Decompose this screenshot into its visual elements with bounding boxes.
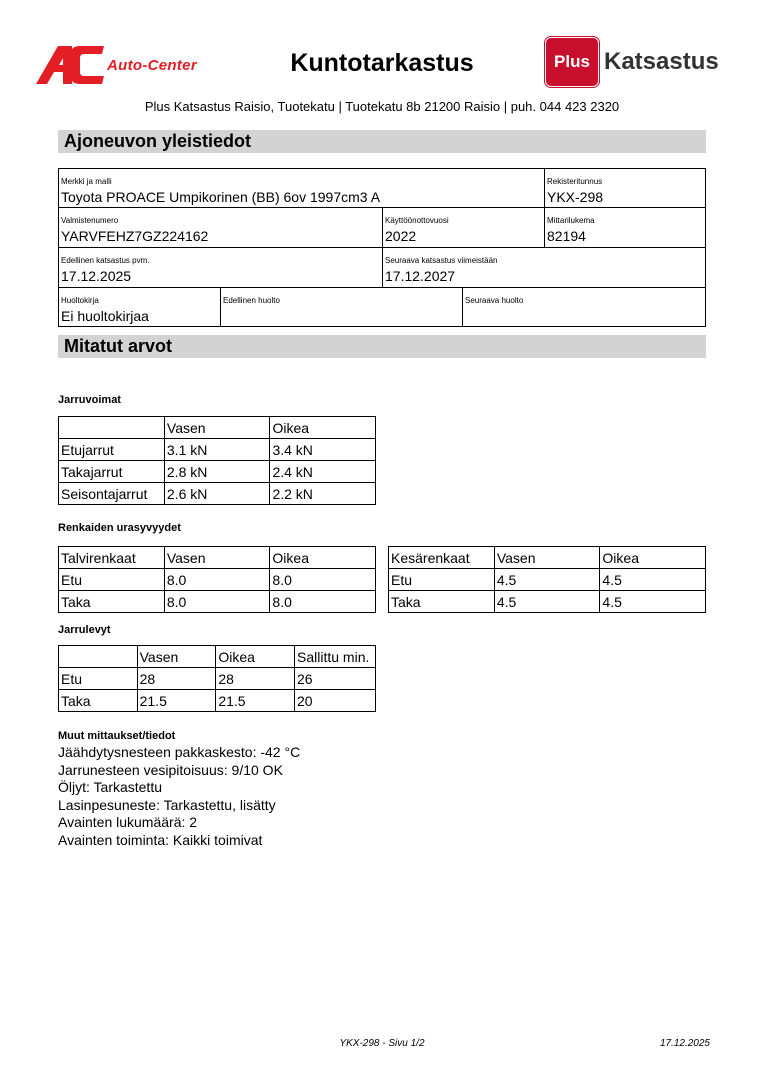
other-info-line: Jäähdytysnesteen pakkaskesto: -42 °C xyxy=(58,744,301,760)
table-row xyxy=(59,461,376,483)
odometer-cell xyxy=(544,207,706,248)
table-cell: Sallittu min. xyxy=(295,646,376,668)
next-service-label: Seuraava huolto xyxy=(465,296,524,305)
other-info-line: Avainten toiminta: Kaikki toimivat xyxy=(58,832,263,848)
vin-value: YARVFEHZ7GZ224162 xyxy=(61,228,209,244)
first-use-year-value: 2022 xyxy=(385,228,417,244)
next-inspection-label: Seuraava katsastus viimeistään xyxy=(385,256,498,265)
table-row xyxy=(59,569,376,591)
table-row xyxy=(59,591,376,613)
table-cell: Takajarrut xyxy=(59,461,165,483)
section-title-measured: Mitatut arvot xyxy=(58,335,706,358)
table-cell: 20 xyxy=(295,690,376,712)
table-cell: Talvirenkaat xyxy=(59,547,165,569)
footer-date: 17.12.2025 xyxy=(659,1038,710,1049)
table-cell: Etu xyxy=(389,569,495,591)
other-info-line: Lasinpesuneste: Tarkastettu, lisätty xyxy=(58,797,276,813)
vin-cell xyxy=(58,207,383,248)
service-book-label: Huoltokirja xyxy=(61,296,99,305)
table-cell: 8.0 xyxy=(164,591,270,613)
table-header-row xyxy=(59,547,376,569)
service-book-value: Ei huoltokirjaa xyxy=(61,308,149,324)
last-service-cell xyxy=(220,287,463,327)
table-cell: 3.4 kN xyxy=(270,439,376,461)
table-cell: Oikea xyxy=(600,547,706,569)
next-inspection-value: 17.12.2027 xyxy=(385,268,456,284)
table-cell: 4.5 xyxy=(494,569,600,591)
other-info-line: Öljyt: Tarkastettu xyxy=(58,779,163,795)
brake-forces-heading: Jarruvoimat xyxy=(58,394,121,406)
table-cell: Vasen xyxy=(164,547,270,569)
table-cell: 8.0 xyxy=(164,569,270,591)
odometer-label: Mittarilukema xyxy=(547,216,595,225)
footer-page-info: YKX-298 - Sivu 1/2 xyxy=(339,1038,425,1049)
reg-number-value: YKX-298 xyxy=(547,189,604,205)
table-cell: 8.0 xyxy=(270,591,376,613)
table-cell: Vasen xyxy=(137,646,216,668)
table-cell: 4.5 xyxy=(494,591,600,613)
first-use-year-cell xyxy=(382,207,545,248)
winter-tires-table xyxy=(58,546,376,613)
last-inspection-label: Edellinen katsastus pvm. xyxy=(61,256,150,265)
address-line: Plus Katsastus Raisio, Tuotekatu | Tuotekatu 8b 21200 Raisio | puh. 044 423 2320 xyxy=(144,99,620,114)
table-row xyxy=(59,690,376,712)
brake-discs-heading: Jarrulevyt xyxy=(58,624,111,636)
reg-number-label: Rekisteritunnus xyxy=(547,177,603,186)
other-info-line: Jarrunesteen vesipitoisuus: 9/10 OK xyxy=(58,762,283,778)
table-cell: Taka xyxy=(59,690,138,712)
table-cell xyxy=(59,646,138,668)
table-cell: Etu xyxy=(59,668,138,690)
table-cell: Vasen xyxy=(494,547,600,569)
table-cell: Taka xyxy=(59,591,165,613)
first-use-year-label: Käyttöönottovuosi xyxy=(385,216,449,225)
table-cell: Oikea xyxy=(270,417,376,439)
next-inspection-cell xyxy=(382,247,706,288)
table-cell: Vasen xyxy=(164,417,270,439)
plus-badge: Plus xyxy=(548,40,596,84)
plus-katsastus-logo xyxy=(546,38,728,88)
table-cell: 8.0 xyxy=(270,569,376,591)
table-cell: 2.2 kN xyxy=(270,483,376,505)
table-cell: 2.6 kN xyxy=(164,483,270,505)
table-cell: 28 xyxy=(216,668,295,690)
table-row xyxy=(389,591,706,613)
table-cell: 28 xyxy=(137,668,216,690)
table-cell: 4.5 xyxy=(600,591,706,613)
last-inspection-cell xyxy=(58,247,383,288)
service-book-cell xyxy=(58,287,221,327)
auto-center-logo-text: Auto-Center xyxy=(107,57,197,74)
table-cell: Oikea xyxy=(216,646,295,668)
odometer-value: 82194 xyxy=(547,228,586,244)
make-model-cell xyxy=(58,168,545,208)
table-cell: Taka xyxy=(389,591,495,613)
brake-discs-table xyxy=(58,645,376,712)
vin-label: Valmistenumero xyxy=(61,216,119,225)
table-cell: 2.4 kN xyxy=(270,461,376,483)
table-cell: Oikea xyxy=(270,547,376,569)
table-cell: 2.8 kN xyxy=(164,461,270,483)
tread-depths-heading: Renkaiden urasyvyydet xyxy=(58,522,181,534)
page-title: Kuntotarkastus xyxy=(290,49,474,77)
table-cell: 21.5 xyxy=(137,690,216,712)
table-row xyxy=(389,569,706,591)
last-inspection-value: 17.12.2025 xyxy=(61,268,132,284)
table-header-row xyxy=(59,417,376,439)
table-cell: 26 xyxy=(295,668,376,690)
last-service-label: Edellinen huolto xyxy=(223,296,280,305)
summer-tires-table xyxy=(388,546,706,613)
table-header-row xyxy=(59,646,376,668)
brake-forces-table xyxy=(58,416,376,505)
other-info-heading: Muut mittaukset/tiedot xyxy=(58,730,176,742)
make-model-label: Merkki ja malli xyxy=(61,177,112,186)
table-cell: Etujarrut xyxy=(59,439,165,461)
table-row xyxy=(59,439,376,461)
table-cell xyxy=(59,417,165,439)
table-cell: 4.5 xyxy=(600,569,706,591)
table-row xyxy=(59,668,376,690)
table-cell: 21.5 xyxy=(216,690,295,712)
other-info-line: Avainten lukumäärä: 2 xyxy=(58,814,198,830)
table-cell: 3.1 kN xyxy=(164,439,270,461)
section-title-vehicle: Ajoneuvon yleistiedot xyxy=(58,130,706,153)
table-cell: Kesärenkaat xyxy=(389,547,495,569)
table-cell: Seisontajarrut xyxy=(59,483,165,505)
table-header-row xyxy=(389,547,706,569)
table-row xyxy=(59,483,376,505)
next-service-cell xyxy=(462,287,706,327)
make-model-value: Toyota PROACE Umpikorinen (BB) 6ov 1997cm3 A xyxy=(61,189,381,205)
katsastus-logo-text: Katsastus xyxy=(604,48,719,75)
reg-number-cell xyxy=(544,168,706,208)
table-cell: Etu xyxy=(59,569,165,591)
